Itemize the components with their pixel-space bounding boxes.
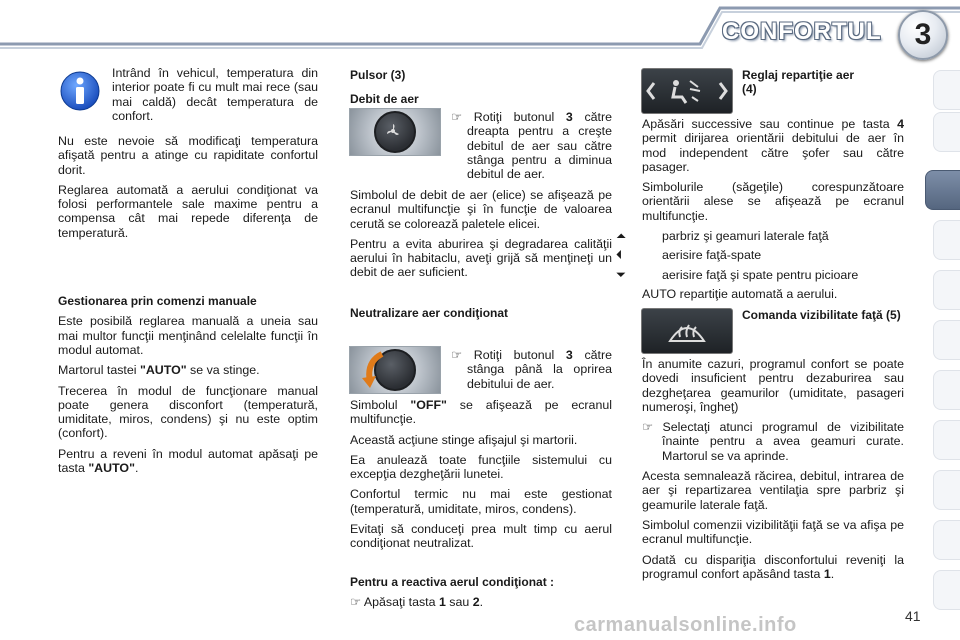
- front-visibility-button-image: [641, 308, 733, 354]
- chapter-tab[interactable]: [933, 370, 960, 410]
- chapter-tab[interactable]: [933, 470, 960, 510]
- hand-pointer-icon: ☞: [642, 420, 663, 435]
- page-number: 41: [905, 608, 921, 624]
- paragraph: Evitaţi să conduceţi prea mult timp cu aerul condiţionat neutralizat.: [350, 522, 612, 551]
- subsection-heading: Neutralizare aer condiţionat: [350, 305, 509, 320]
- chapter-tab[interactable]: [933, 220, 960, 260]
- section-heading: Comanda vizibilitate faţă (5): [742, 308, 901, 322]
- hand-pointer-icon: ☞: [451, 348, 474, 362]
- chapter-tab-active[interactable]: [925, 170, 960, 210]
- paragraph: Martorul tastei "AUTO" se va stinge.: [58, 363, 260, 378]
- fan-icon: [384, 122, 402, 140]
- paragraph: Pentru a reveni în modul automat apăsaţi pe tasta "AUTO".: [58, 446, 318, 476]
- rotate-left-arrow-icon: [360, 350, 390, 390]
- instruction: ☞ Rotiţi butonul 3 către dreapta pentru a creşte debitul de aer sau către stânga pentru a diminua debitul de aer.: [451, 110, 612, 182]
- chapter-tab[interactable]: [933, 70, 960, 110]
- vizibilitate-heading-block: [742, 308, 902, 322]
- arrow-up-icon: ⏶: [616, 229, 626, 244]
- paragraph: Nu este nevoie să modificaţi temperatura afişată pentru a atinge cu rapiditate confortul dorit.: [58, 134, 318, 177]
- paragraph: Simbolurile (săgeţile) corespunzătoare orientării alese se afişează pe ecranul multifuncţie.: [642, 180, 904, 223]
- windshield-defrost-icon: [642, 309, 732, 353]
- paragraph: Pentru a evita aburirea şi degradarea calităţii aerului în habitaclu, aveţi grijă să menţineţi un debit de aer suficient.: [350, 236, 612, 280]
- intro-text: Intrând în vehicul, temperatura din interior poate fi cu mult mai rece (sau mai caldă) decât temperatura de confort.: [112, 66, 318, 123]
- paragraph: Confortul termic nu mai este gestionat (temperatură, umiditate, miros, condens).: [350, 487, 612, 516]
- chapter-badge: 3: [898, 10, 948, 60]
- subsection-heading: Pentru a reactiva aerul condiţionat :: [350, 574, 555, 589]
- air-distribution-panel-image: [641, 68, 733, 114]
- paragraph: Trecerea în modul de funcţionare manual poate genera disconfort (temperatură, umiditate, miros, condens) şi nu este optim (confort).: [58, 383, 318, 441]
- paragraph: Acesta semnalează răcirea, debitul, intrarea de aer şi repartizarea ventilaţia spre parbriz şi geamurile laterale faţă.: [642, 469, 904, 512]
- intro-block: [112, 66, 318, 129]
- air-distribution-icon: [642, 69, 732, 113]
- debit-text: [350, 188, 612, 320]
- chapter-tabs: [932, 60, 960, 640]
- chapter-tab[interactable]: [933, 112, 960, 152]
- paragraph: Această acţiune stinge afişajul şi martorii.: [350, 432, 578, 447]
- arrow-down-icon: ⏷: [616, 267, 626, 282]
- neutral-text: [350, 398, 612, 615]
- instruction: ☞ Apăsaţi tasta 1 sau 2.: [350, 594, 484, 609]
- chapter-tab[interactable]: [933, 570, 960, 610]
- repartitie-heading-block: [742, 68, 872, 97]
- paragraph: Este posibilă reglarea manuală a uneia sau mai multor funcţii menţinând celelalte funcţii în modul automat.: [58, 314, 318, 357]
- column-left: [58, 134, 318, 481]
- list-item: ⏷ aerisire faţă şi spate pentru picioare: [616, 267, 859, 282]
- page-header: [0, 0, 960, 60]
- chapter-tab[interactable]: [933, 270, 960, 310]
- chapter-tab[interactable]: [933, 420, 960, 460]
- repartitie-text: [616, 117, 904, 307]
- instruction: ☞ Selectaţi atunci programul de vizibilitate înainte pentru a avea geamuri curate. Martorul se va aprinde.: [642, 420, 904, 463]
- paragraph: Odată cu dispariţia disconfortului reveniţi la programul confort apăsând tasta 1.: [642, 552, 904, 581]
- chapter-tab[interactable]: [933, 320, 960, 360]
- debit-step: [451, 110, 612, 187]
- instruction: ☞ Rotiţi butonul 3 către stânga până la oprirea debitului de aer.: [451, 348, 612, 391]
- chapter-tab[interactable]: [933, 520, 960, 560]
- paragraph: Simbolul de debit de aer (elice) se afişează pe ecranul multifuncţie şi în funcţie de valoarea cerută se colorează paletele elicei.: [350, 188, 612, 231]
- section-title: CONFORTUL: [722, 18, 882, 45]
- section-heading: Reglaj repartiţie aer (4): [742, 68, 855, 97]
- subsection-heading: Debit de aer: [350, 92, 419, 107]
- paragraph: Ea anulează toate funcţiile sistemului cu excepţia dezgheţării lunetei.: [350, 452, 612, 482]
- column-middle: [350, 68, 612, 107]
- paragraph: Reglarea automată a aerului condiţionat va folosi performantele sale maxime pentru a compensa cât mai repede diferenţa de temperatură.: [58, 182, 318, 240]
- paragraph: AUTO repartiţie automată a aerului.: [642, 286, 838, 301]
- fan-knob-image: [349, 108, 441, 156]
- hand-pointer-icon: ☞: [451, 110, 474, 124]
- info-icon: [60, 70, 100, 112]
- neutral-step: [451, 348, 612, 397]
- paragraph: Simbolul "OFF" se afişează pe ecranul multifuncţie.: [350, 398, 612, 427]
- paragraph: Apăsări successive sau continue pe tasta 4 permit dirijarea orientării debitului de aer în mod independent către şofer sau către pasager.: [642, 117, 904, 174]
- hand-pointer-icon: ☞: [350, 594, 364, 609]
- paragraph: Simbolul comenzii vizibilităţii faţă se va afişa pe ecranul multifuncţie.: [642, 517, 904, 547]
- section-heading: Gestionarea prin comenzi manuale: [58, 294, 257, 309]
- fan-knob-off-image: [349, 346, 441, 394]
- list-item: ⏶ parbriz şi geamuri laterale faţă: [616, 229, 829, 244]
- arrow-left-icon: ⏴: [616, 248, 623, 263]
- list-item: ⏴ aerisire faţă-spate: [616, 248, 762, 263]
- paragraph: În anumite cazuri, programul confort se poate dovedi insuficient pentru dezaburirea sau dezgheţarea geamurilor (umiditate, pasageri numeroşi, îngheţ): [642, 357, 904, 414]
- section-heading: Pulsor (3): [350, 68, 406, 82]
- watermark: carmanualsonline.info: [574, 614, 797, 636]
- vizibilitate-text: [642, 357, 904, 587]
